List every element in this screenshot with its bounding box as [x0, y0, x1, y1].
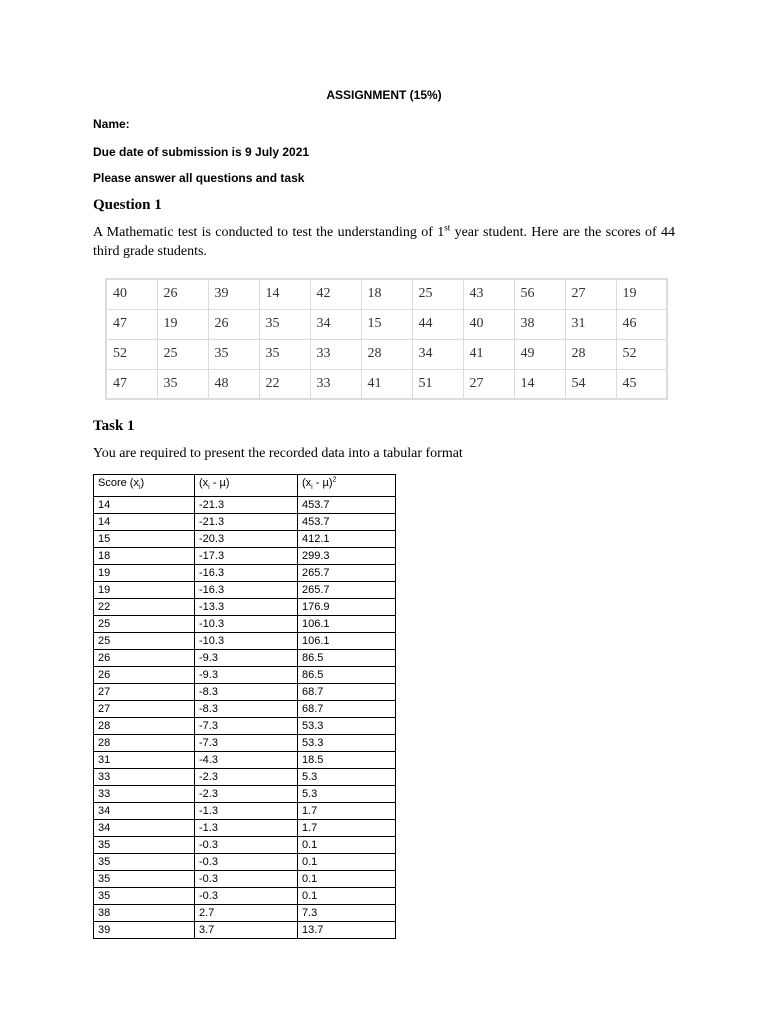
score-cell: 48	[208, 369, 259, 399]
score-cell: 15	[361, 309, 412, 339]
score-cell: 19	[616, 279, 667, 309]
table-row	[94, 735, 396, 752]
table-row	[94, 820, 396, 837]
score-value: 35	[94, 888, 195, 905]
table-row	[94, 650, 396, 667]
squared-deviation-value: 0.1	[298, 854, 396, 871]
squared-deviation-value: 7.3	[298, 905, 396, 922]
deviation-value: -0.3	[195, 837, 298, 854]
squared-deviation-value: 106.1	[298, 616, 396, 633]
table-row	[94, 752, 396, 769]
score-cell: 25	[412, 279, 463, 309]
question-text-part-2: year student. Here are the scores of 44 third grade students.	[93, 225, 675, 259]
scores-row	[106, 369, 667, 399]
score-cell: 38	[514, 309, 565, 339]
question-1-text	[93, 223, 675, 261]
deviation-value: -1.3	[195, 803, 298, 820]
question-text-part-1: A Mathematic test is conducted to test the understanding of 1	[93, 225, 445, 240]
score-cell: 52	[616, 339, 667, 369]
score-cell: 33	[310, 339, 361, 369]
score-value: 38	[94, 905, 195, 922]
scores-row	[106, 279, 667, 309]
score-value: 34	[94, 820, 195, 837]
score-cell: 39	[208, 279, 259, 309]
squared-deviation-value: 18.5	[298, 752, 396, 769]
score-value: 35	[94, 837, 195, 854]
score-cell: 35	[157, 369, 208, 399]
table-row	[94, 667, 396, 684]
squared-deviation-value: 13.7	[298, 922, 396, 939]
score-value: 25	[94, 616, 195, 633]
score-value: 27	[94, 684, 195, 701]
table-row	[94, 599, 396, 616]
score-cell: 41	[361, 369, 412, 399]
score-value: 22	[94, 599, 195, 616]
task-1-heading: Task 1	[93, 418, 135, 434]
table-row	[94, 769, 396, 786]
deviation-value: -10.3	[195, 616, 298, 633]
score-cell: 47	[106, 369, 157, 399]
score-value: 14	[94, 514, 195, 531]
scores-row	[106, 339, 667, 369]
score-cell: 31	[565, 309, 616, 339]
deviation-value: -17.3	[195, 548, 298, 565]
table-row	[94, 888, 396, 905]
score-value: 26	[94, 667, 195, 684]
squared-deviation-value: 1.7	[298, 803, 396, 820]
squared-deviation-value: 0.1	[298, 888, 396, 905]
score-cell: 22	[259, 369, 310, 399]
score-cell: 28	[361, 339, 412, 369]
score-cell: 42	[310, 279, 361, 309]
squared-deviation-value: 265.7	[298, 582, 396, 599]
score-cell: 14	[514, 369, 565, 399]
squared-deviation-value: 0.1	[298, 871, 396, 888]
score-cell: 34	[412, 339, 463, 369]
score-cell: 54	[565, 369, 616, 399]
table-row	[94, 633, 396, 650]
name-label: Name:	[93, 117, 130, 131]
table-row	[94, 701, 396, 718]
deviation-value: -0.3	[195, 871, 298, 888]
squared-deviation-value: 68.7	[298, 684, 396, 701]
table-row	[94, 616, 396, 633]
deviation-value: -2.3	[195, 769, 298, 786]
squared-deviation-value: 68.7	[298, 701, 396, 718]
squared-deviation-value: 1.7	[298, 820, 396, 837]
score-cell: 46	[616, 309, 667, 339]
squared-deviation-value: 86.5	[298, 650, 396, 667]
score-value: 19	[94, 582, 195, 599]
score-cell: 27	[565, 279, 616, 309]
scores-row	[106, 309, 667, 339]
score-value: 35	[94, 871, 195, 888]
score-cell: 45	[616, 369, 667, 399]
score-cell: 56	[514, 279, 565, 309]
table-row	[94, 565, 396, 582]
table-header-row	[94, 475, 396, 497]
deviation-value: -9.3	[195, 650, 298, 667]
score-cell: 44	[412, 309, 463, 339]
score-value: 33	[94, 769, 195, 786]
header-squared-deviation: $(x_i - \mu)^2$	[298, 475, 396, 497]
squared-deviation-value: 106.1	[298, 633, 396, 650]
squared-deviation-value: 176.9	[298, 599, 396, 616]
score-value: 39	[94, 922, 195, 939]
score-cell: 41	[463, 339, 514, 369]
score-cell: 28	[565, 339, 616, 369]
table-row	[94, 531, 396, 548]
deviation-value: -0.3	[195, 888, 298, 905]
score-cell: 40	[463, 309, 514, 339]
table-row	[94, 548, 396, 565]
table-row	[94, 905, 396, 922]
scores-table	[105, 278, 668, 400]
score-value: 34	[94, 803, 195, 820]
header-score: Score $(x_i)$	[94, 475, 195, 497]
due-date-line: Due date of submission is 9 July 2021	[93, 145, 310, 159]
table-row	[94, 514, 396, 531]
score-cell: 35	[259, 309, 310, 339]
deviation-value: -13.3	[195, 599, 298, 616]
score-cell: 25	[157, 339, 208, 369]
score-value: 28	[94, 718, 195, 735]
score-cell: 51	[412, 369, 463, 399]
squared-deviation-value: 412.1	[298, 531, 396, 548]
score-cell: 18	[361, 279, 412, 309]
score-value: 15	[94, 531, 195, 548]
score-cell: 33	[310, 369, 361, 399]
header-deviation: $(x_i - \mu)$	[195, 475, 298, 497]
deviation-value: -2.3	[195, 786, 298, 803]
table-row	[94, 854, 396, 871]
score-cell: 40	[106, 279, 157, 309]
deviation-value: -10.3	[195, 633, 298, 650]
squared-deviation-value: 86.5	[298, 667, 396, 684]
squared-deviation-value: 453.7	[298, 497, 396, 514]
squared-deviation-value: 299.3	[298, 548, 396, 565]
table-row	[94, 871, 396, 888]
score-value: 27	[94, 701, 195, 718]
squared-deviation-value: 453.7	[298, 514, 396, 531]
deviation-value: 2.7	[195, 905, 298, 922]
deviation-value: -20.3	[195, 531, 298, 548]
score-cell: 34	[310, 309, 361, 339]
score-value: 35	[94, 854, 195, 871]
score-cell: 27	[463, 369, 514, 399]
table-row	[94, 684, 396, 701]
deviation-value: -0.3	[195, 854, 298, 871]
deviation-value: -4.3	[195, 752, 298, 769]
score-value: 33	[94, 786, 195, 803]
deviation-value: -7.3	[195, 735, 298, 752]
score-cell: 35	[259, 339, 310, 369]
score-cell: 35	[208, 339, 259, 369]
squared-deviation-value: 265.7	[298, 565, 396, 582]
deviation-value: -16.3	[195, 565, 298, 582]
deviation-value: -16.3	[195, 582, 298, 599]
squared-deviation-value: 53.3	[298, 735, 396, 752]
score-value: 26	[94, 650, 195, 667]
deviation-table	[93, 474, 396, 939]
task-1-instruction: You are required to present the recorded data into a tabular format	[93, 446, 463, 461]
score-cell: 49	[514, 339, 565, 369]
deviation-value: -9.3	[195, 667, 298, 684]
squared-deviation-value: 53.3	[298, 718, 396, 735]
score-cell: 26	[208, 309, 259, 339]
score-cell: 47	[106, 309, 157, 339]
squared-deviation-value: 0.1	[298, 837, 396, 854]
score-cell: 26	[157, 279, 208, 309]
score-cell: 14	[259, 279, 310, 309]
score-value: 18	[94, 548, 195, 565]
assignment-title: ASSIGNMENT (15%)	[326, 88, 442, 102]
table-row	[94, 803, 396, 820]
table-row	[94, 786, 396, 803]
score-value: 19	[94, 565, 195, 582]
table-row	[94, 718, 396, 735]
table-row	[94, 497, 396, 514]
score-value: 28	[94, 735, 195, 752]
deviation-value: -21.3	[195, 497, 298, 514]
squared-deviation-value: 5.3	[298, 786, 396, 803]
deviation-value: -1.3	[195, 820, 298, 837]
score-value: 14	[94, 497, 195, 514]
deviation-value: -7.3	[195, 718, 298, 735]
table-row	[94, 837, 396, 854]
score-cell: 52	[106, 339, 157, 369]
table-row	[94, 582, 396, 599]
score-value: 25	[94, 633, 195, 650]
deviation-value: -21.3	[195, 514, 298, 531]
ordinal-superscript: st	[444, 222, 451, 233]
instruction-line: Please answer all questions and task	[93, 171, 305, 185]
deviation-value: -8.3	[195, 701, 298, 718]
deviation-value: -8.3	[195, 684, 298, 701]
table-row	[94, 922, 396, 939]
score-value: 31	[94, 752, 195, 769]
score-cell: 19	[157, 309, 208, 339]
deviation-value: 3.7	[195, 922, 298, 939]
question-1-heading: Question 1	[93, 197, 162, 213]
score-cell: 43	[463, 279, 514, 309]
squared-deviation-value: 5.3	[298, 769, 396, 786]
